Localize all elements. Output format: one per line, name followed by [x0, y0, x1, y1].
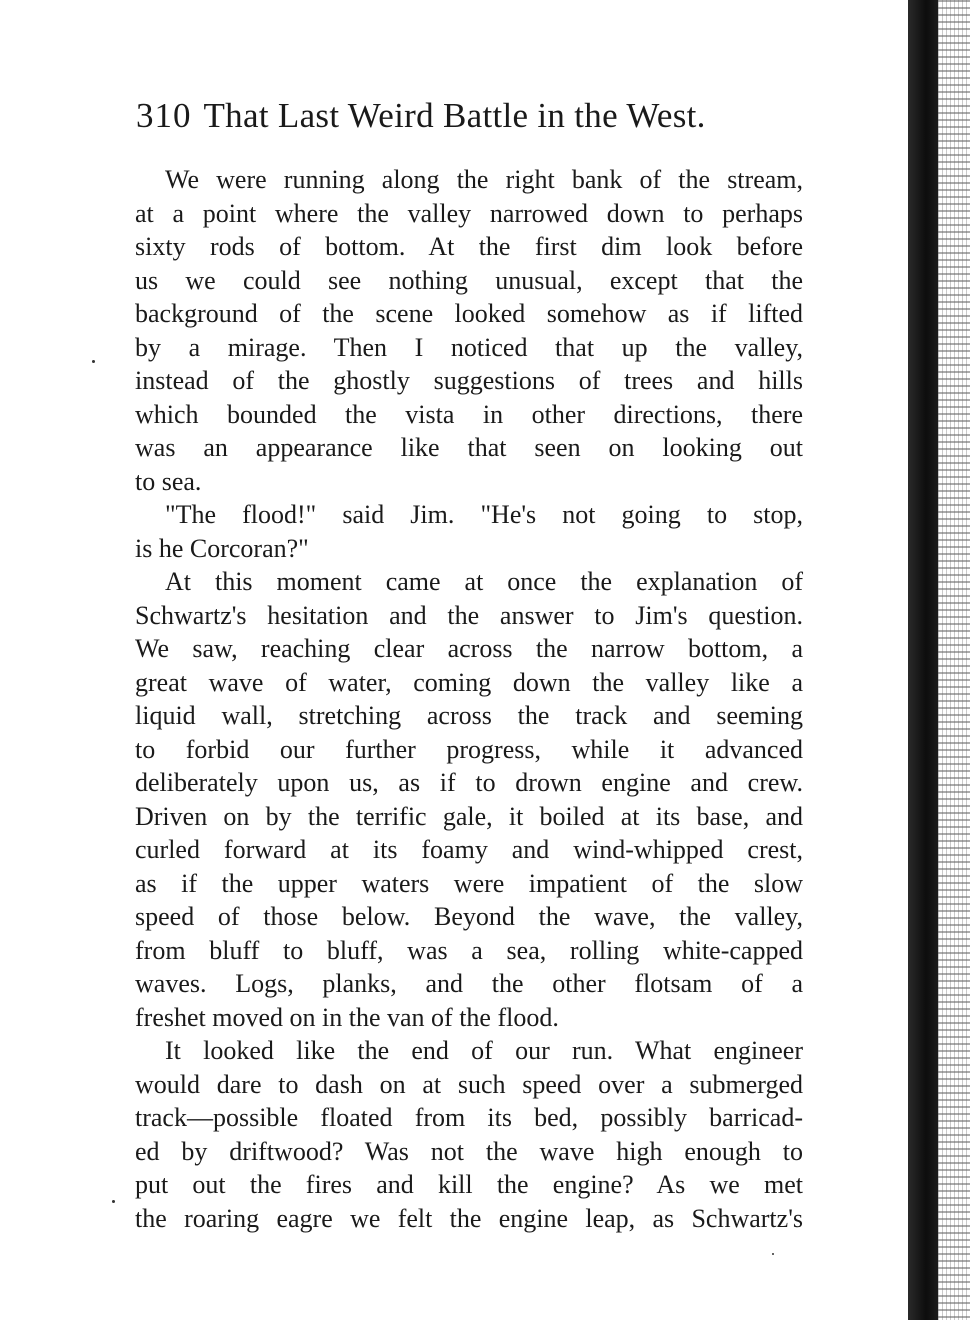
text-line: at a point where the valley narrowed down to perhaps [135, 198, 803, 228]
text-line: to sea. [135, 466, 202, 496]
text-line: put out the fires and kill the engine? As we met [135, 1170, 803, 1199]
text-line: It looked like the end of our run. What engineer [165, 1036, 803, 1065]
text-line: We were running along the right bank of the stream, [165, 165, 803, 194]
running-title: That Last Weird Battle in the West. [203, 96, 706, 135]
text-line: from bluff to bluff, was a sea, rolling white-capped [135, 935, 803, 965]
scan-speck [772, 1253, 774, 1255]
text-line: the roaring eagre we felt the engine leap, as Schwartz's [135, 1203, 803, 1233]
text-line: track—possible floated from its bed, possibly barricad- [135, 1103, 803, 1132]
text-line: We saw, reaching clear across the narrow bottom, a [135, 634, 803, 663]
text-line: At this moment came at once the explanation of [165, 567, 803, 596]
text-line: speed of those below. Beyond the wave, the valley, [135, 902, 803, 931]
body-text [135, 163, 803, 1235]
text-line: Driven on by the terrific gale, it boiled at its base, and [135, 801, 803, 831]
text-line: by a mirage. Then I noticed that up the valley, [135, 332, 803, 362]
text-line: us we could see nothing unusual, except that the [135, 265, 803, 295]
text-line: waves. Logs, planks, and the other flotsam of a [135, 969, 803, 998]
text-line: would dare to dash on at such speed over a submerged [135, 1069, 803, 1099]
text-line: curled forward at its foamy and wind-whipped crest, [135, 835, 803, 864]
text-line: great wave of water, coming down the valley like a [135, 667, 803, 697]
scan-speck [112, 1200, 115, 1203]
text-line: was an appearance like that seen on looking out [135, 433, 803, 462]
scan-noise [938, 0, 970, 1320]
text-line: ed by driftwood? Was not the wave high enough to [135, 1136, 803, 1166]
text-line: sixty rods of bottom. At the first dim look before [135, 232, 803, 261]
text-line: freshet moved on in the van of the flood. [135, 1002, 559, 1032]
scan-speck [92, 360, 95, 363]
text-line: as if the upper waters were impatient of the slow [135, 868, 803, 898]
text-line: is he Corcoran?" [135, 533, 309, 563]
binding-shadow [908, 0, 938, 1320]
text-line: liquid wall, stretching across the track and seeming [135, 701, 803, 730]
scan-binding-edge [908, 0, 970, 1320]
text-line: instead of the ghostly suggestions of trees and hills [135, 366, 803, 395]
text-line: deliberately upon us, as if to drown engine and crew. [135, 768, 803, 797]
text-line: "The flood!" said Jim. "He's not going to stop, [165, 500, 803, 529]
text-line: to forbid our further progress, while it advanced [135, 734, 803, 764]
text-line: Schwartz's hesitation and the answer to Jim's question. [135, 600, 803, 630]
page-number: 310 [136, 96, 192, 135]
text-line: background of the scene looked somehow as if lifted [135, 299, 803, 328]
running-header [136, 92, 816, 140]
text-line: which bounded the vista in other directions, there [135, 399, 803, 429]
